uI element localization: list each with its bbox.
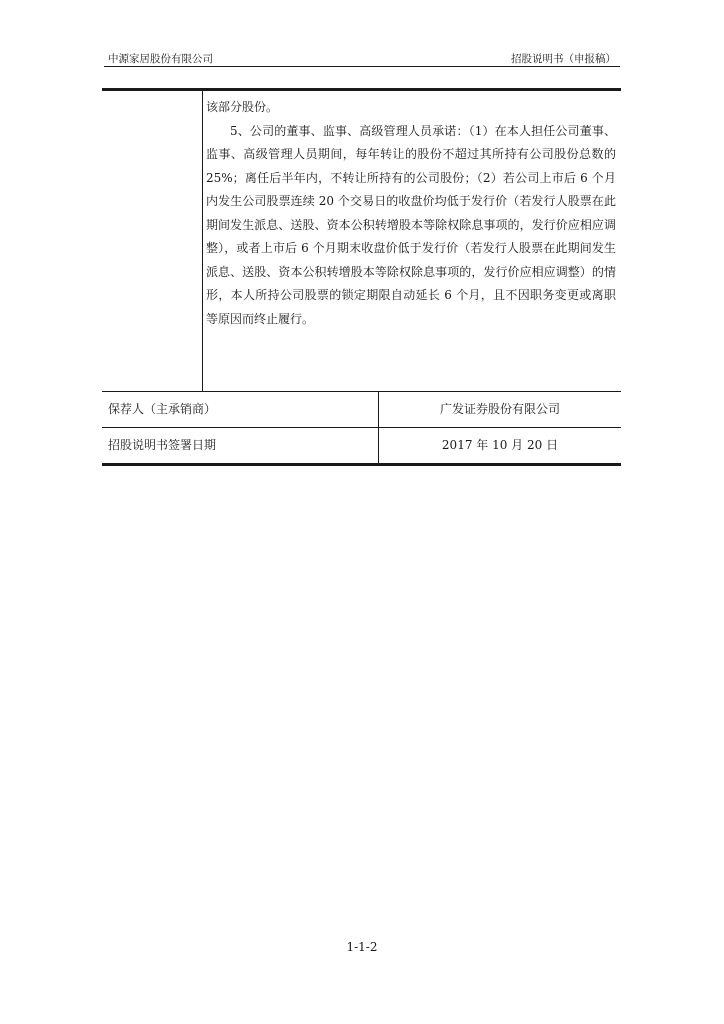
- sponsor-label: 保荐人（主承销商）: [108, 402, 217, 416]
- signing-date-value: 2017 年 10 月 20 日: [441, 438, 559, 452]
- signing-date-label: 招股说明书签署日期: [108, 438, 217, 452]
- header-document-title: 招股说明书（申报稿）: [511, 53, 616, 65]
- table-bottom-rule: [102, 463, 621, 466]
- sponsor-value: 广发证券股份有限公司: [439, 402, 560, 416]
- header-company-name: 中源家居股份有限公司: [108, 53, 213, 65]
- commitment-cell: [206, 96, 616, 331]
- table-divider-upper: [202, 91, 203, 391]
- page-number: 1-1-2: [346, 940, 378, 954]
- cell-continuation-text: 该部分股份。: [206, 100, 279, 114]
- commitment-paragraph: 5、公司的董事、监事、高级管理人员承诺：（1）在本人担任公司董事、监事、高级管理人员期间，每年转让的股份不超过其所持有公司股份总数的25%；离任后半年内，不转让所持有的公司股份；（2）若公司上市后 6 个月内发生公司股票连续 20 个交易日的收盘价均低于发行价（若发行人股票在此期间发生派息、送股、资本公积转增股本等除权除息事项的，发行价应相应调整），或者上市后 6 个月期末收盘价低于发行价（若发行人股票在此期间发生派息、送股、资本公积转增股本等除权除息事项的，发行价应相应调整）的情形，本人所持公司股票的锁定期限自动延长 6 个月，且不因职务变更或离职等原因而终止履行。: [206, 123, 616, 326]
- page-header: [104, 52, 620, 67]
- table-row-rule: [102, 391, 621, 392]
- table-top-rule: [102, 88, 621, 91]
- table-row-rule: [102, 427, 621, 428]
